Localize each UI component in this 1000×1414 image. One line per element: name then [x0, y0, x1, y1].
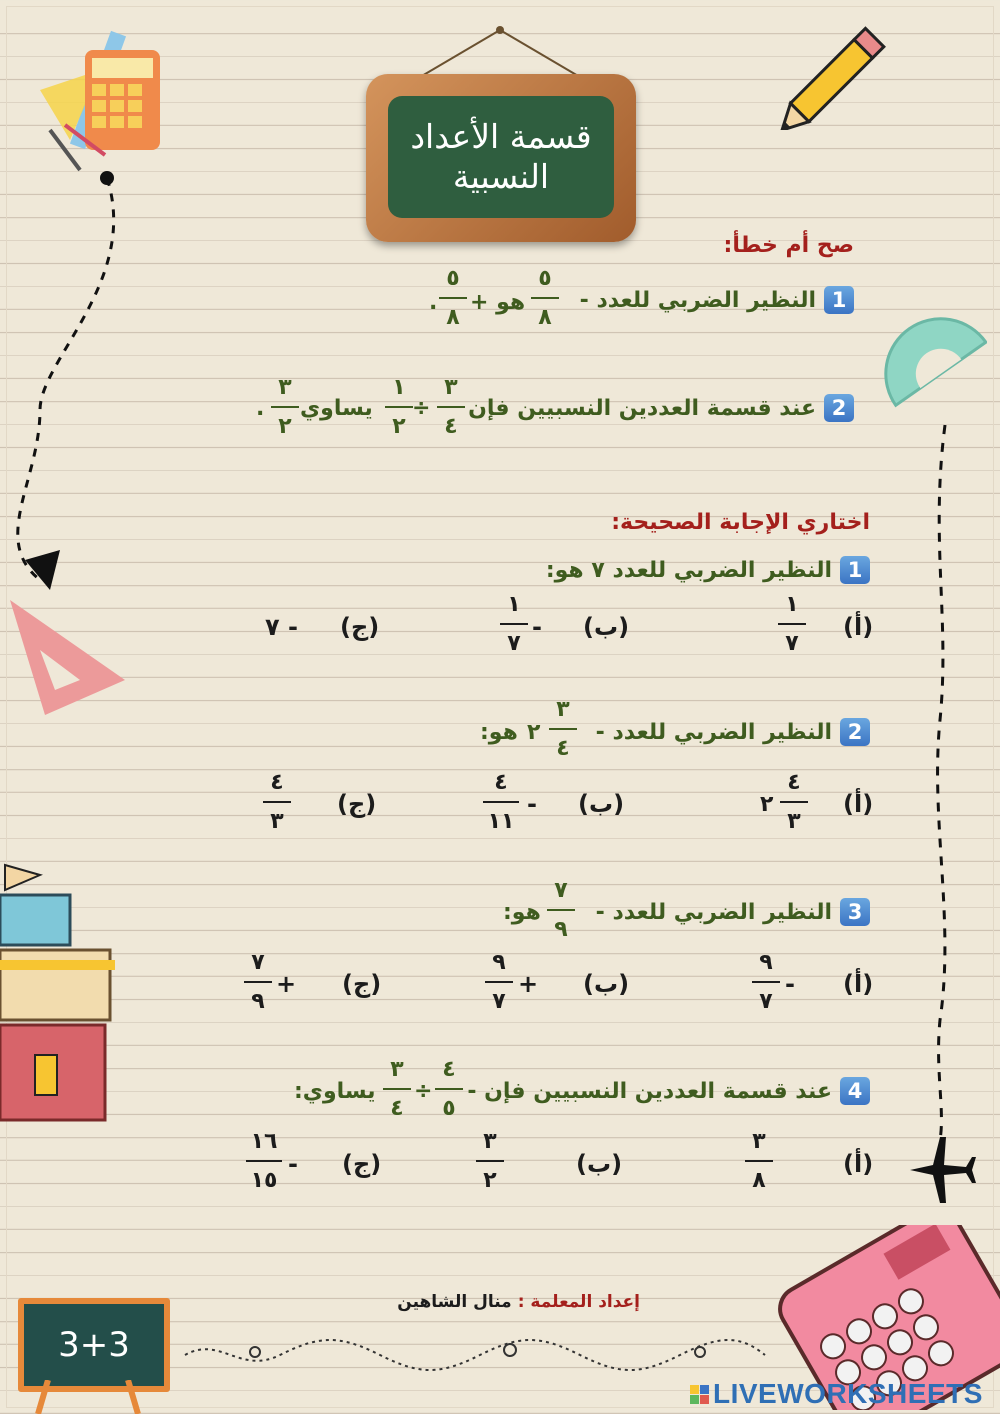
mcq-q3-post: هو:: [503, 900, 541, 925]
mcq2-option-a-whole: ٢: [760, 792, 774, 817]
mcq-q1-text: النظير الضربي للعدد ٧ هو:: [545, 557, 832, 583]
airplane-icon: [908, 1135, 978, 1205]
liveworksheets-watermark: [690, 1378, 983, 1410]
chalkboard-legs: [28, 1380, 148, 1414]
section1-heading: صح أم خطأ:: [723, 233, 854, 258]
title-board: [366, 74, 636, 242]
numerator: ٧: [251, 950, 265, 975]
dashed-path-left: [0, 160, 120, 600]
tf-q1-fraction-b: [439, 266, 467, 330]
mcq4-option-b[interactable]: [476, 1129, 504, 1193]
numerator: ٤: [787, 770, 801, 795]
numerator: ١: [392, 375, 406, 400]
mcq3-option-c-sign: +: [276, 970, 297, 998]
numerator: ٤: [494, 770, 508, 795]
mcq1-option-a-label[interactable]: (أ): [843, 613, 874, 641]
question-number-badge: 3: [840, 898, 870, 926]
tf-q2-end: .: [256, 396, 265, 421]
numerator: ١٦: [250, 1129, 278, 1154]
mcq-q4-fraction-a: [435, 1057, 463, 1121]
denominator: ١١: [487, 809, 515, 834]
mcq2-option-b-sign: -: [527, 790, 537, 818]
denominator: ٤: [444, 414, 458, 439]
denominator: ٧: [507, 631, 521, 656]
mcq2-option-a-label[interactable]: (أ): [843, 790, 874, 818]
tf-q1-fraction-a: [531, 266, 559, 330]
decorative-swirl-divider: [180, 1330, 770, 1375]
numerator: ٩: [492, 950, 506, 975]
mcq4-option-c[interactable]: [246, 1129, 282, 1193]
mcq4-option-a-label[interactable]: (أ): [843, 1150, 874, 1178]
denominator: ٢: [392, 414, 406, 439]
liveworksheets-logo-icon: [690, 1385, 709, 1404]
footer-credit: [360, 1292, 640, 1312]
mcq1-option-c[interactable]: - ٧: [265, 613, 298, 641]
denominator: ٣: [270, 809, 284, 834]
denominator: ٢: [483, 1168, 497, 1193]
question-number-badge: 4: [840, 1077, 870, 1105]
mcq3-option-a[interactable]: [752, 950, 780, 1014]
denominator: ١٥: [250, 1168, 278, 1193]
mcq1-option-b[interactable]: [500, 592, 528, 656]
small-chalkboard-text: 3+3: [58, 1325, 130, 1365]
mcq3-option-b-label[interactable]: (ب): [583, 970, 630, 998]
numerator: ٧: [554, 878, 568, 903]
mcq-q2-whole: ٢: [527, 720, 541, 745]
denominator: ٤: [556, 736, 570, 761]
mcq3-option-a-label[interactable]: (أ): [843, 970, 874, 998]
mcq2-option-b-label[interactable]: (ب): [578, 790, 625, 818]
mcq-q2-fraction: [549, 697, 577, 761]
question-number-badge: 2: [824, 394, 854, 422]
denominator: ٨: [538, 305, 552, 330]
title-board-inner: [388, 96, 614, 218]
mcq-q3-fraction: [547, 878, 575, 942]
denominator: ٨: [446, 305, 460, 330]
numerator: ٥: [446, 266, 460, 291]
tf-q1-mid: هو +: [470, 290, 526, 315]
footer-name: منال الشاهين: [397, 1292, 512, 1312]
section2-heading: اختاري الإجابة الصحيحة:: [611, 510, 870, 535]
tf-question-1: [580, 286, 854, 314]
numerator: ٣: [278, 375, 292, 400]
denominator: ٧: [785, 631, 799, 656]
numerator: ١: [785, 592, 799, 617]
mcq1-option-a[interactable]: [778, 592, 806, 656]
watermark-text: LIVEWORKSHEETS: [713, 1378, 983, 1409]
footer-prefix: إعداد المعلمة :: [517, 1292, 640, 1312]
tf-q2-op: ÷: [412, 396, 431, 421]
mcq1-option-b-sign: -: [532, 613, 542, 641]
mcq-q2-text: النظير الضربي للعدد -: [595, 719, 832, 745]
protractor-icon: [862, 290, 987, 420]
numerator: ٣: [556, 697, 570, 722]
denominator: ٢: [278, 414, 292, 439]
question-number-badge: 1: [840, 556, 870, 584]
denominator: ٧: [759, 989, 773, 1014]
denominator: ٨: [752, 1168, 766, 1193]
mcq4-option-c-label[interactable]: (ج): [342, 1150, 382, 1178]
tf-q2-mid: يساوي: [300, 396, 373, 421]
mcq4-option-b-label[interactable]: (ب): [576, 1150, 623, 1178]
tf-q2-fraction-a: [437, 375, 465, 439]
denominator: ٧: [492, 989, 506, 1014]
mcq4-option-c-sign: -: [288, 1150, 298, 1178]
numerator: ٤: [442, 1057, 456, 1082]
question-number-badge: 1: [824, 286, 854, 314]
mcq2-option-c-label[interactable]: (ج): [337, 790, 377, 818]
numerator: ١: [507, 592, 521, 617]
mcq2-option-c[interactable]: [263, 770, 291, 834]
mcq-q4-fraction-b: [383, 1057, 411, 1121]
numerator: ٥: [538, 266, 552, 291]
mcq3-option-a-sign: -: [785, 970, 795, 998]
mcq-q2-post: هو:: [480, 720, 518, 745]
books-icon: [0, 850, 130, 1125]
mcq2-option-a[interactable]: [780, 770, 808, 834]
mcq4-option-a[interactable]: [745, 1129, 773, 1193]
denominator: ٤: [390, 1096, 404, 1121]
mcq3-option-b[interactable]: [485, 950, 513, 1014]
mcq-q4-text: عند قسمة العددين النسبيين فإن -: [467, 1078, 832, 1104]
calculator-ruler-icon: [30, 20, 170, 190]
title-line-2: النسبية: [452, 157, 550, 196]
numerator: ٩: [759, 950, 773, 975]
dashed-path-right: [900, 420, 980, 1150]
denominator: ٥: [442, 1096, 456, 1121]
numerator: ٣: [444, 375, 458, 400]
mcq1-option-b-label[interactable]: (ب): [583, 613, 630, 641]
mcq3-option-c-label[interactable]: (ج): [342, 970, 382, 998]
numerator: ٣: [483, 1129, 497, 1154]
mcq1-option-c-label[interactable]: (ج): [340, 613, 380, 641]
mcq-q4-post: يساوي:: [294, 1079, 376, 1104]
mcq3-option-b-sign: +: [518, 970, 539, 998]
pencil-icon: [780, 15, 900, 130]
small-chalkboard: [18, 1298, 170, 1392]
tf-q1-text: النظير الضربي للعدد -: [579, 287, 816, 313]
tf-q1-end: .: [429, 290, 438, 315]
mcq2-option-b[interactable]: [483, 770, 519, 834]
numerator: ٣: [390, 1057, 404, 1082]
triangle-ruler-icon: [5, 590, 130, 725]
numerator: ٣: [752, 1129, 766, 1154]
mcq-question-2: [596, 718, 870, 746]
tf-question-2: [468, 394, 854, 422]
denominator: ٣: [787, 809, 801, 834]
mcq3-option-c[interactable]: [244, 950, 272, 1014]
mcq-question-4: [467, 1077, 870, 1105]
mcq-question-1: [546, 556, 870, 584]
question-number-badge: 2: [840, 718, 870, 746]
denominator: ٩: [554, 917, 568, 942]
tf-q2-text: عند قسمة العددين النسبيين فإن: [468, 395, 816, 421]
tf-q2-fraction-c: [271, 375, 299, 439]
mcq-q3-text: النظير الضربي للعدد -: [595, 899, 832, 925]
tf-q2-fraction-b: [385, 375, 413, 439]
title-line-1: قسمة الأعداد: [410, 117, 592, 156]
numerator: ٤: [270, 770, 284, 795]
mcq-q4-op: ÷: [414, 1079, 433, 1104]
denominator: ٩: [251, 989, 265, 1014]
mcq-question-3: [596, 898, 870, 926]
